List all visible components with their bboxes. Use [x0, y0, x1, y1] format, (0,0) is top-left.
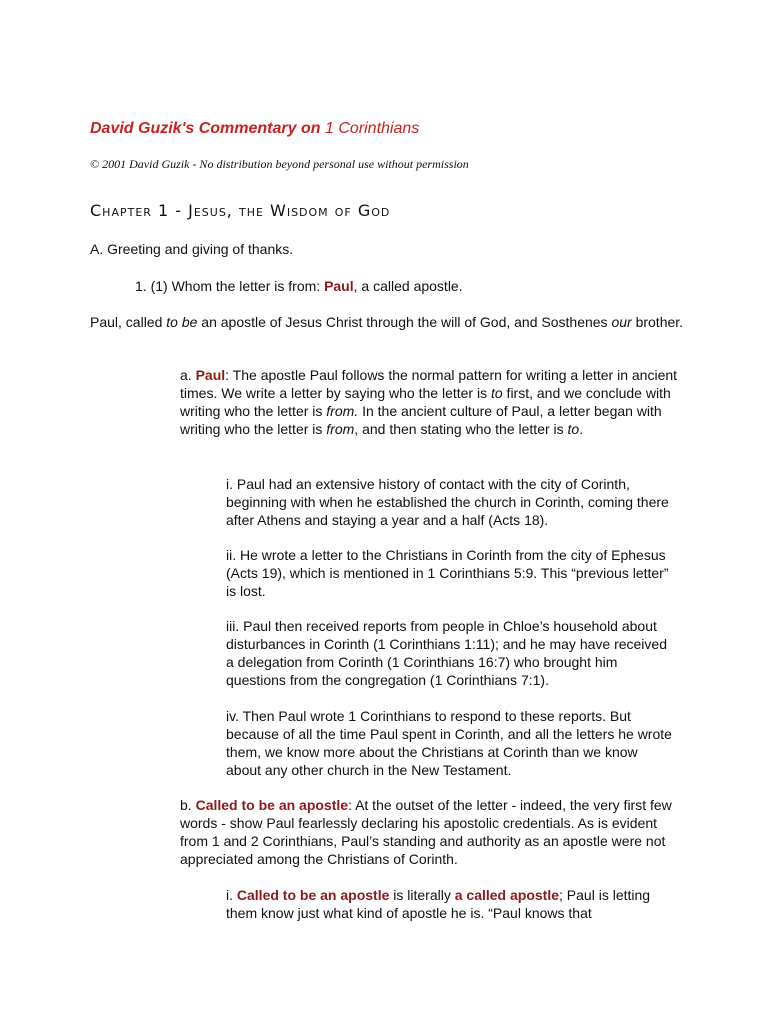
copyright-notice: © 2001 David Guzik - No distribution beyond personal use without permission [90, 157, 469, 171]
note-b-i-prefix: i. [226, 887, 237, 903]
verse-emphasis: to be [166, 314, 198, 330]
note-a-text: , and then stating who the letter is [354, 421, 568, 437]
note-a-prefix: a. [180, 367, 196, 383]
verse-text [90, 313, 710, 331]
note-b-i-highlight: a called apostle [454, 887, 560, 903]
document-title [90, 119, 419, 139]
verse-part: Paul, called [90, 314, 167, 330]
note-a-iii: iii. Paul then received reports from people in Chloe’s household about disturbances in Corinth (1 Corinthians 1:11); and he may have received a delegation from Corinth (1 Corinthians 16:7) who brought him questions from the congregation (1 Corinthians 7:1). [226, 618, 667, 688]
note-a-iv: iv. Then Paul wrote 1 Corinthians to respond to these reports. But because of all the time Paul spent in Corinth, and all the letters he wrote them, we know more about the Christians at Corinth than we know about any other church in the New Testament. [226, 708, 672, 778]
note-a-text: first, and we conclude with writing who the letter is [180, 385, 671, 419]
note-a-text: : The apostle Paul follows the normal pattern for writing a letter in ancient times. We write a letter by saying who the letter is [180, 367, 678, 401]
note-a-emphasis: from [326, 421, 355, 437]
note-a [180, 366, 680, 438]
note-a-emphasis: to [567, 421, 580, 437]
point-1-highlight: Paul [324, 278, 354, 294]
note-a-text: In the ancient culture of Paul, a letter began with writing who the letter is [180, 403, 662, 437]
note-b [180, 796, 680, 868]
note-a-text: . [579, 421, 584, 437]
title-book: 1 Corinthians [324, 120, 420, 137]
point-1 [135, 277, 695, 295]
point-1-prefix: 1. (1) Whom the letter is from: [135, 278, 325, 294]
note-b-i-text: is literally [389, 887, 455, 903]
note-a-ii: ii. He wrote a letter to the Christians in Corinth from the city of Ephesus (Acts 19), which is mentioned in 1 Corinthians 5:9. This “previous letter” is lost. [226, 547, 669, 599]
verse-emphasis: our [611, 314, 632, 330]
note-b-prefix: b. [180, 797, 196, 813]
verse-part: brother. [631, 314, 684, 330]
note-b-i [226, 886, 676, 922]
point-1-suffix: , a called apostle. [353, 278, 463, 294]
note-a-highlight: Paul [195, 367, 226, 383]
note-b-i-text: ; Paul is letting them know just what kind of apostle he is. “Paul knows that [226, 887, 651, 921]
note-a-i: i. Paul had an extensive history of contact with the city of Corinth, beginning with when he established the church in Corinth, coming there after Athens and staying a year and a half (Acts 18). [226, 476, 669, 528]
note-a-emphasis: to [490, 385, 503, 401]
section-a-heading: A. Greeting and giving of thanks. [90, 241, 294, 257]
note-b-highlight: Called to be an apostle [195, 797, 349, 813]
note-a-emphasis: from. [326, 403, 359, 419]
title-main: David Guzik's Commentary on [90, 120, 321, 137]
verse-part: an apostle of Jesus Christ through the will of God, and Sosthenes [197, 314, 612, 330]
chapter-heading: Chapter 1 - Jesus, the Wisdom of God [90, 201, 391, 220]
note-b-i-highlight: Called to be an apostle [236, 887, 390, 903]
note-b-text: : At the outset of the letter - indeed, the very first few words - show Paul fearlessly declaring his apostolic credentials. As is evident from 1 and 2 Corinthians, Paul’s standing and authority as an apostle were not appreciated among the Christians of Corinth. [180, 797, 672, 867]
